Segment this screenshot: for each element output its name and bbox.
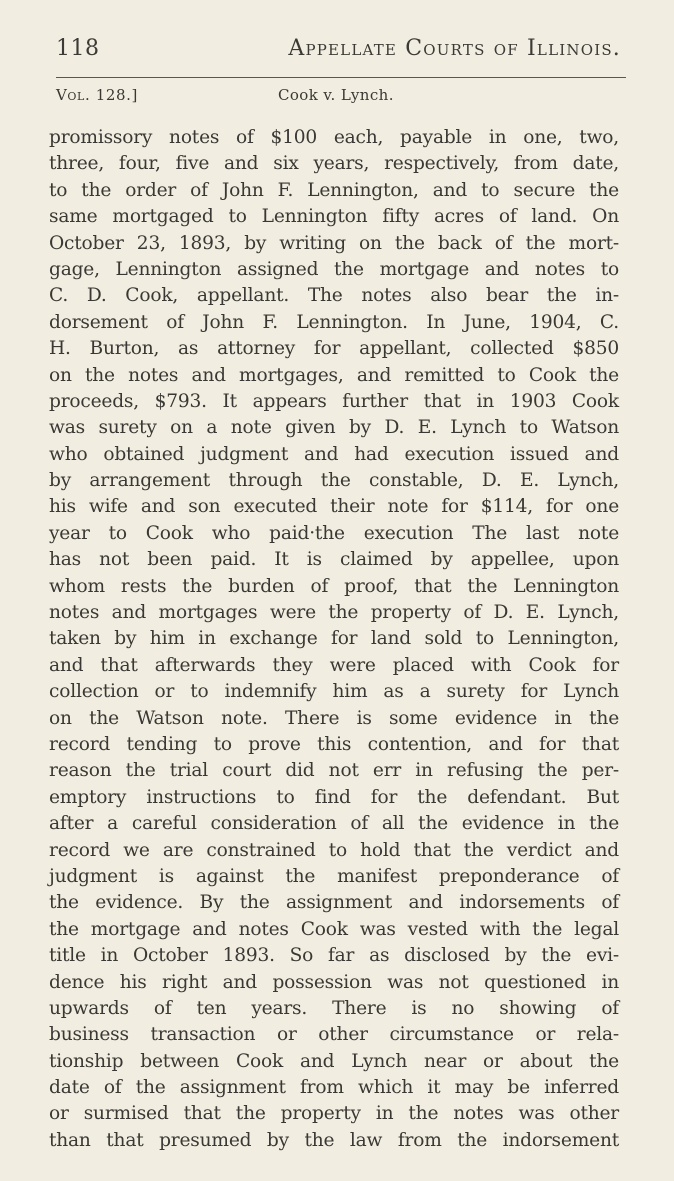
- running-head: [56, 36, 626, 68]
- text-line: three, four, five and six years, respectively, from date,: [49, 153, 619, 175]
- text-line: emptory instructions to find for the defendant. But: [49, 786, 619, 808]
- text-line: judgment is against the manifest preponderance of: [49, 865, 619, 887]
- text-line: dorsement of John F. Lennington. In June, 1904, C.: [49, 311, 619, 333]
- text-line: on the Watson note. There is some evidence in the: [49, 707, 619, 729]
- text-line: October 23, 1893, by writing on the back of the mort-: [49, 232, 619, 254]
- text-line: has not been paid. It is claimed by appellee, upon: [49, 549, 619, 571]
- journal-title: Appellate Courts of Illinois.: [288, 36, 621, 61]
- text-line: promissory notes of $100 each, payable in one, two,: [49, 127, 619, 148]
- case-name: Cook v. Lynch.: [278, 86, 394, 104]
- subhead: [56, 86, 626, 108]
- text-line: year to Cook who paid·the execution The last note: [49, 522, 619, 544]
- page-number: 118: [56, 36, 100, 61]
- text-line: whom rests the burden of proof, that the Lennington: [49, 575, 619, 597]
- text-line: taken by him in exchange for land sold to Lennington,: [49, 628, 619, 650]
- text-line: on the notes and mortgages, and remitted to Cook the: [49, 364, 619, 386]
- text-line: the mortgage and notes Cook was vested with the legal: [49, 918, 619, 940]
- text-line: record we are constrained to hold that the verdict and: [49, 839, 619, 861]
- text-line: who obtained judgment and had execution issued and: [49, 443, 619, 465]
- text-line: collection or to indemnify him as a surety for Lynch: [49, 681, 619, 703]
- text-line: was surety on a note given by D. E. Lynch to Watson: [49, 417, 619, 439]
- text-line: dence his right and possession was not questioned in: [49, 971, 619, 993]
- text-line: business transaction or other circumstance or rela-: [49, 1024, 619, 1046]
- text-line: C. D. Cook, appellant. The notes also bear the in-: [49, 285, 619, 307]
- text-line: or surmised that the property in the notes was other: [49, 1103, 619, 1125]
- text-line: upwards of ten years. There is no showing of: [49, 997, 619, 1019]
- text-line: notes and mortgages were the property of D. E. Lynch,: [49, 602, 619, 624]
- text-line: record tending to prove this contention, and for that: [49, 733, 619, 755]
- text-line: than that presumed by the law from the indorsement: [49, 1129, 619, 1151]
- text-line: the evidence. By the assignment and indorsements of: [49, 892, 619, 914]
- body-text: [49, 125, 619, 1154]
- text-line: gage, Lennington assigned the mortgage and notes to: [49, 258, 619, 280]
- text-line: and that afterwards they were placed with Cook for: [49, 654, 619, 676]
- text-line: tionship between Cook and Lynch near or about the: [49, 1050, 619, 1072]
- header-rule: [56, 77, 626, 78]
- text-line: same mortgaged to Lennington fifty acres of land. On: [49, 206, 619, 228]
- text-line: his wife and son executed their note for $114, for one: [49, 496, 619, 518]
- text-line: reason the trial court did not err in refusing the per-: [49, 760, 619, 782]
- volume-label: Vol. 128.]: [56, 86, 138, 104]
- text-line: proceeds, $793. It appears further that in 1903 Cook: [49, 390, 619, 412]
- text-line: date of the assignment from which it may be inferred: [49, 1077, 619, 1099]
- text-line: title in October 1893. So far as disclosed by the evi-: [49, 945, 619, 967]
- text-line: after a careful consideration of all the evidence in the: [49, 813, 619, 835]
- text-line: to the order of John F. Lennington, and to secure the: [49, 179, 619, 201]
- text-line: by arrangement through the constable, D. E. Lynch,: [49, 470, 619, 492]
- text-line: H. Burton, as attorney for appellant, collected $850: [49, 338, 619, 360]
